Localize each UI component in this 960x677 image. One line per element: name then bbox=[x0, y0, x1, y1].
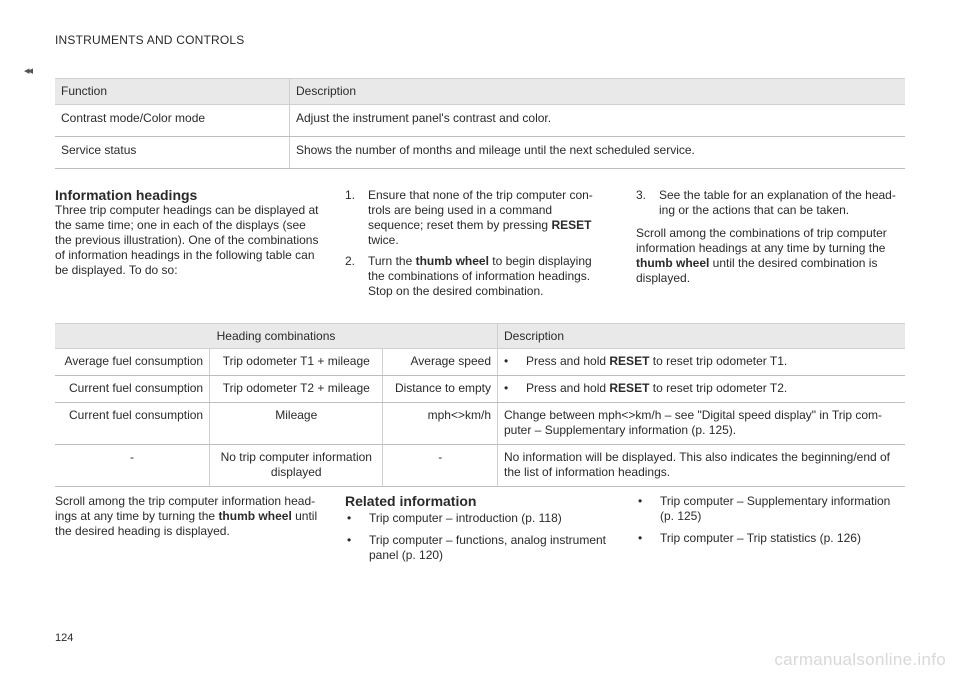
related-link[interactable] bbox=[636, 494, 906, 524]
paragraph-text: until the desired heading is displayed. bbox=[55, 509, 318, 538]
step-text: Turn the bbox=[368, 254, 416, 268]
table-cell: - bbox=[55, 445, 210, 487]
related-link[interactable] bbox=[345, 533, 615, 563]
related-link-text: Trip computer – Trip statistics (p. 126) bbox=[660, 531, 861, 545]
page-number: 124 bbox=[55, 632, 74, 644]
step-number: 3. bbox=[636, 188, 647, 202]
step-text: twice. bbox=[368, 233, 399, 247]
related-link-text: Trip computer – functions, analog instrument panel (p. 120) bbox=[369, 533, 607, 562]
bullet-icon: • bbox=[347, 511, 352, 525]
heading-combinations-table bbox=[55, 323, 905, 487]
table-row bbox=[55, 376, 905, 403]
step-item bbox=[345, 188, 605, 248]
table-cell: Adjust the instrument panel's contrast and color. bbox=[290, 105, 906, 137]
scroll-text: until the desired combination is displayed. bbox=[636, 256, 878, 285]
table-cell: Mileage bbox=[210, 403, 383, 445]
table-cell: - bbox=[383, 445, 498, 487]
steps-column-right bbox=[636, 188, 906, 286]
bullet-icon: • bbox=[638, 531, 643, 545]
related-link-text: Trip computer – Supplementary information (p. 125) bbox=[660, 494, 891, 523]
bullet-icon: • bbox=[347, 533, 352, 547]
step-item bbox=[636, 188, 906, 218]
table-cell: Current fuel consumption bbox=[55, 376, 210, 403]
scroll-heading-paragraph bbox=[55, 494, 325, 539]
scroll-text: Scroll among the combinations of trip computer information headings at any time by turning the bbox=[636, 226, 887, 255]
section-title-information-headings: Information headings bbox=[55, 187, 198, 203]
bullet-icon: • bbox=[638, 494, 643, 508]
step-number: 2. bbox=[345, 254, 356, 268]
scroll-keyword: thumb wheel bbox=[636, 256, 710, 270]
step-number: 1. bbox=[345, 188, 356, 202]
table-header-row bbox=[55, 79, 905, 105]
table-cell: Change between mph<>km/h – see "Digital speed display" in Trip com-puter – Supplementary information (p. 125). bbox=[498, 403, 906, 445]
table-cell: Service status bbox=[55, 137, 290, 169]
table-cell: mph<>km/h bbox=[383, 403, 498, 445]
table-cell: Distance to empty bbox=[383, 376, 498, 403]
related-information-title: Related information bbox=[345, 493, 477, 509]
step-item bbox=[345, 254, 605, 299]
running-header: INSTRUMENTS AND CONTROLS bbox=[55, 33, 245, 47]
table-row bbox=[55, 349, 905, 376]
table-cell: Contrast mode/Color mode bbox=[55, 105, 290, 137]
table-cell: No trip computer information displayed bbox=[210, 445, 383, 487]
related-information bbox=[345, 494, 615, 570]
continuation-marker-icon: ◂◂ bbox=[24, 65, 32, 77]
step-text: to begin displaying the combinations of information headings. Stop on the desired combination. bbox=[368, 254, 592, 298]
scroll-paragraph bbox=[636, 226, 906, 286]
step-keyword: RESET bbox=[551, 218, 592, 232]
column-header-description: Description bbox=[498, 324, 906, 349]
step-text: Ensure that none of the trip computer con-trols are being used in a command sequence; reset them by pressing bbox=[368, 188, 593, 232]
related-link[interactable] bbox=[636, 531, 906, 546]
related-link[interactable] bbox=[345, 511, 615, 526]
steps-list bbox=[345, 188, 605, 305]
cell-text: Press and hold bbox=[526, 354, 610, 368]
intro-paragraph: Three trip computer headings can be displayed at the same time; one in each of the displays (see the previous illustration). One of the combinations of information headings in the following table can be displayed. To do so: bbox=[55, 203, 319, 277]
column-header-function: Function bbox=[55, 79, 290, 105]
watermark: carmanualsonline.info bbox=[774, 650, 946, 669]
related-link-text: Trip computer – introduction (p. 118) bbox=[369, 511, 562, 525]
table-header-row bbox=[55, 324, 905, 349]
table-row bbox=[55, 445, 905, 487]
table-cell: Trip odometer T2 + mileage bbox=[210, 376, 383, 403]
table-cell: Trip odometer T1 + mileage bbox=[210, 349, 383, 376]
paragraph-text: Scroll among the trip computer information head-ings at any time by turning the bbox=[55, 494, 316, 523]
column-header-heading-combinations: Heading combinations bbox=[55, 324, 498, 349]
bullet-icon: • bbox=[504, 354, 509, 368]
function-table bbox=[55, 78, 905, 169]
column-header-description: Description bbox=[290, 79, 906, 105]
cell-keyword: RESET bbox=[609, 381, 650, 395]
bullet-icon: • bbox=[504, 381, 509, 395]
cell-keyword: RESET bbox=[609, 354, 650, 368]
table-row bbox=[55, 403, 905, 445]
table-cell: Average speed bbox=[383, 349, 498, 376]
cell-text: to reset trip odometer T1. bbox=[649, 354, 788, 368]
related-information-continued bbox=[636, 494, 906, 553]
table-cell bbox=[498, 376, 906, 403]
table-cell bbox=[498, 349, 906, 376]
table-row bbox=[55, 105, 905, 137]
table-cell: Average fuel consumption bbox=[55, 349, 210, 376]
paragraph-keyword: thumb wheel bbox=[218, 509, 292, 523]
cell-text: to reset trip odometer T2. bbox=[649, 381, 788, 395]
step-text: See the table for an explanation of the head-ing or the actions that can be taken. bbox=[659, 188, 896, 217]
cell-text: Press and hold bbox=[526, 381, 610, 395]
table-cell: Current fuel consumption bbox=[55, 403, 210, 445]
step-keyword: thumb wheel bbox=[415, 254, 489, 268]
table-cell: No information will be displayed. This also indicates the beginning/end of the list of information headings. bbox=[498, 445, 906, 487]
table-row bbox=[55, 137, 905, 169]
table-cell: Shows the number of months and mileage until the next scheduled service. bbox=[290, 137, 906, 169]
